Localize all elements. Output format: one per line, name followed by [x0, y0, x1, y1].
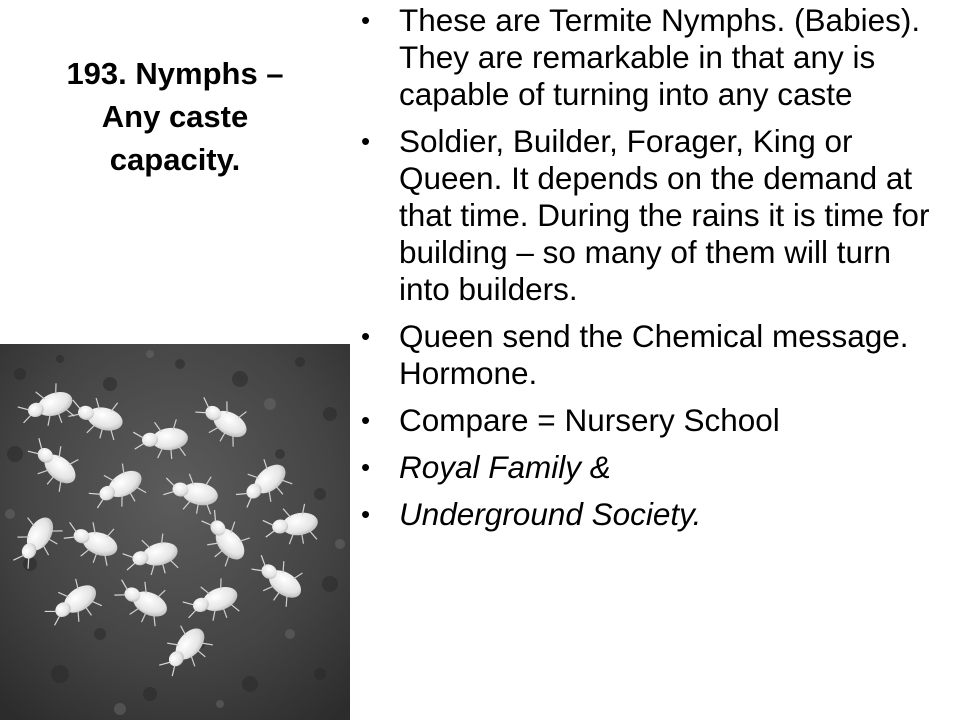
bullet-dot-icon: • [361, 452, 371, 482]
bullet-list [360, 2, 950, 543]
bullet-item [360, 318, 950, 392]
bullet-text: Royal Family & [399, 449, 611, 485]
slide-title [20, 52, 330, 181]
bullet-item [360, 2, 950, 113]
bullet-dot-icon: • [361, 126, 371, 156]
bullet-text: These are Termite Nymphs. (Babies). They are remarkable in that any is capable of turning into any caste [399, 2, 921, 112]
bullet-text: Compare = Nursery School [399, 402, 780, 438]
bullet-item [360, 123, 950, 308]
bullet-text: Queen send the Chemical message. Hormone. [399, 318, 909, 391]
bullet-item [360, 449, 950, 486]
title-line-3: capacity. [109, 142, 241, 177]
bullet-dot-icon: • [361, 321, 371, 351]
title-line-2: Any caste [101, 99, 249, 134]
bullet-text: Underground Society. [399, 496, 702, 532]
bullet-dot-icon: • [361, 499, 371, 529]
bullet-item [360, 496, 950, 533]
termite-nymphs-photo [0, 344, 350, 720]
title-line-1: 193. Nymphs – [66, 56, 284, 91]
bullet-item [360, 402, 950, 439]
bullet-dot-icon: • [361, 405, 371, 435]
bullet-text: Soldier, Builder, Forager, King or Queen. It depends on the demand at that time. During the rains it is time for building – so many of them will turn into builders. [399, 123, 930, 307]
bullet-dot-icon: • [361, 5, 371, 35]
